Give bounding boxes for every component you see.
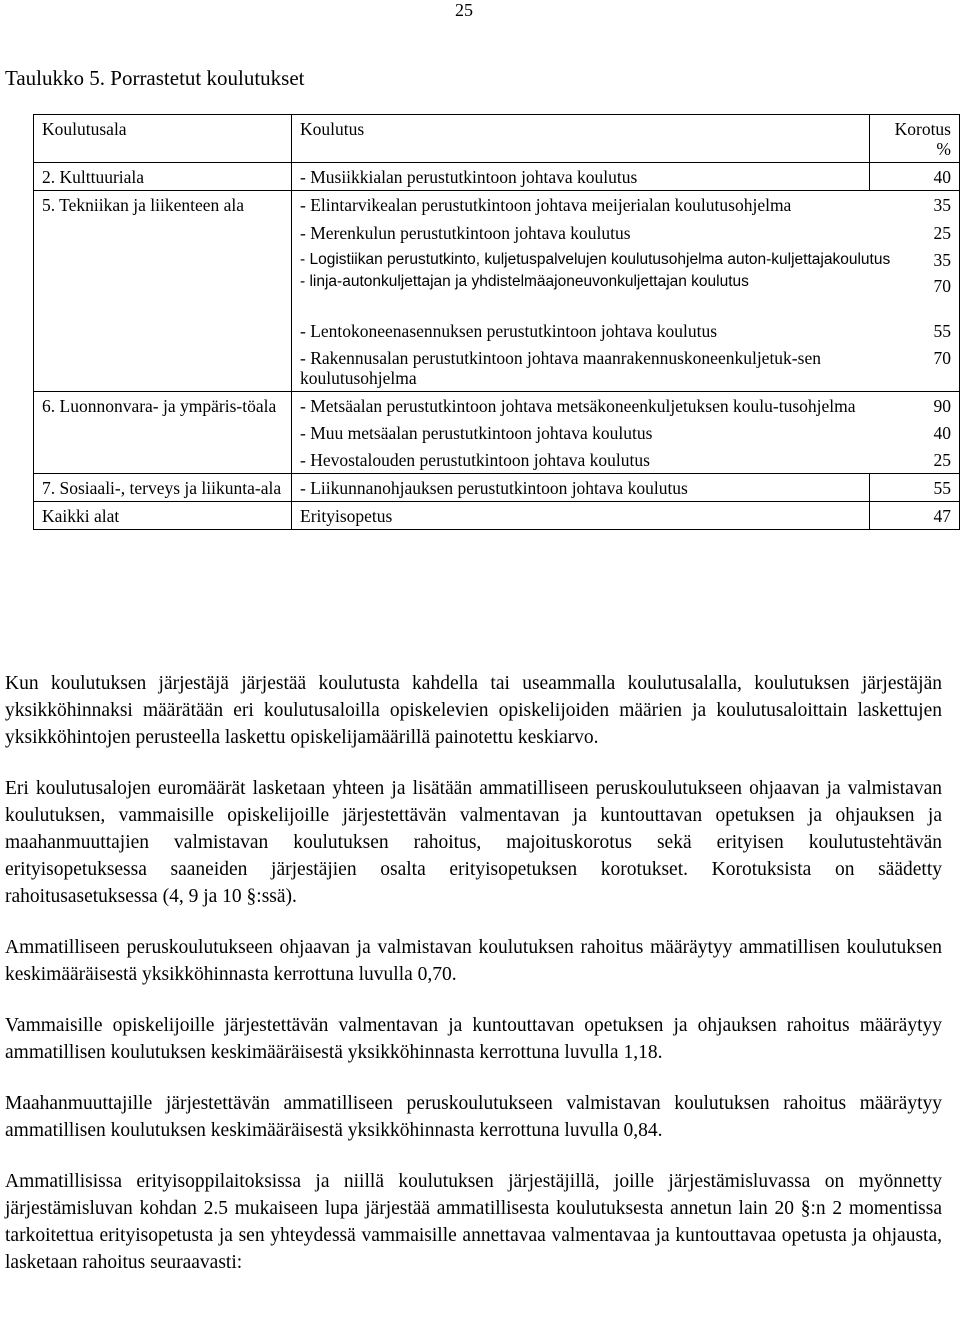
increase-cell: 55 <box>870 474 960 502</box>
paragraph: Ammatilliseen peruskoulutukseen ohjaavan ja valmistavan koulutuksen rahoitus määräytyy ammatillisen koulutuksen keskimääräisestä yksikköhinnasta kerrottuna luvulla 0,70. <box>5 937 942 985</box>
field-cell: Kaikki alat <box>34 502 292 530</box>
table-header-row <box>34 115 960 163</box>
increase-cell: 47 <box>870 502 960 530</box>
education-list-cell <box>292 392 960 474</box>
list-item: - Metsäalan perustutkintoon johtava metsäkoneenkuljetuksen koulu-tusohjelma 90 <box>300 396 951 416</box>
list-item: - Logistiikan perustutkinto, kuljetuspalvelujen koulutusohjelma auton-kuljettajakoulutus 35 <box>300 250 951 270</box>
field-cell: 7. Sosiaali-, terveys ja liikunta-ala <box>34 474 292 502</box>
education-cell: - Musiikkialan perustutkintoon johtava koulutus <box>292 163 870 191</box>
table-row <box>34 502 960 530</box>
field-cell: 5. Tekniikan ja liikenteen ala <box>34 191 292 392</box>
education-cell: Erityisopetus <box>292 502 870 530</box>
paragraph: Ammatillisissa erityisoppilaitoksissa ja niillä koulutuksen järjestäjillä, joille järjestämisluvassa on myönnetty järjestämisluvan kohdan 2.5 mukaiseen lupa järjestää ammatillisesta koulutuksesta annetun lain 20 §:n 2 momentissa tarkoitettua erityisopetusta ja sen yhteydessä vammaisille annettavaa valmentavaa ja kuntouttavaa opetusta ja ohjausta, lasketaan rahoitus seuraavasti: <box>5 1171 942 1273</box>
paragraph: Eri koulutusalojen euromäärät lasketaan yhteen ja lisätään ammatilliseen peruskoulutukseen ohjaavan ja valmistavan koulutuksen, vammaisille opiskelijoille järjestettävän valmentavan ja kuntouttavan opetuksen ja ohjauksen ja maahanmuuttajien valmistavan koulutuksen rahoitus, majoituskorotus sekä erityisen koulutustehtävän erityisopetuksessa saaneiden järjestäjien osalta erityisopetuksen korotukset. Korotuksista on säädetty rahoitusasetuksessa (4, 9 ja 10 §:ssä). <box>5 778 942 907</box>
list-item: - Lentokoneenasennuksen perustutkintoon johtava koulutus 55 <box>300 321 951 341</box>
table-row <box>34 474 960 502</box>
table-row <box>34 191 960 392</box>
education-cell: - Liikunnanohjauksen perustutkintoon johtava koulutus <box>292 474 870 502</box>
field-cell: 6. Luonnonvara- ja ympäris-töala <box>34 392 292 474</box>
list-item: - Elintarvikealan perustutkintoon johtava meijerialan koulutusohjelma 35 <box>300 195 951 215</box>
field-cell: 2. Kulttuuriala <box>34 163 292 191</box>
table-row <box>34 163 960 191</box>
education-list-cell <box>292 191 960 392</box>
table-row <box>34 392 960 474</box>
list-item: - Hevostalouden perustutkintoon johtava koulutus 25 <box>300 450 951 470</box>
list-item: - Rakennusalan perustutkintoon johtava maanrakennuskoneenkuljetuk-sen koulutusohjelma 70 <box>300 348 951 388</box>
page-number: 25 <box>455 0 473 20</box>
header-field: Koulutusala <box>34 115 292 163</box>
paragraph: Vammaisille opiskelijoille järjestettävän valmentavan ja kuntouttavan opetuksen ja ohjauksen rahoitus määräytyy ammatillisen koulutuksen keskimääräisestä yksikköhinnasta kerrottuna luvulla 1,18. <box>5 1015 942 1063</box>
header-education: Koulutus <box>292 115 870 163</box>
education-table <box>33 114 960 530</box>
paragraph: Kun koulutuksen järjestäjä järjestää koulutusta kahdella tai useammalla koulutusalalla, koulutuksen järjestäjän yksikköhinnaksi määrätään eri koulutusaloilla opiskelevien opiskelijoiden määrien ja koulutusaloittain laskettujen yksikköhintojen perusteella laskettu opiskelijamäärillä painotettu keskiarvo. <box>5 673 942 748</box>
increase-cell: 40 <box>870 163 960 191</box>
paragraph: Maahanmuuttajille järjestettävän ammatilliseen peruskoulutukseen valmistavan koulutuksen rahoitus määräytyy ammatillisen koulutuksen keskimääräisestä yksikköhinnasta kerrottuna luvulla 0,84. <box>5 1093 942 1141</box>
body-text <box>5 670 942 1300</box>
list-item: - Muu metsäalan perustutkintoon johtava koulutus 40 <box>300 423 951 443</box>
list-item: - Merenkulun perustutkintoon johtava koulutus 25 <box>300 223 951 243</box>
header-increase: Korotus % <box>870 115 960 163</box>
table-title: Taulukko 5. Porrastetut koulutukset <box>5 66 305 90</box>
list-item: - linja-autonkuljettajan ja yhdistelmäajoneuvonkuljettajan koulutus 70 <box>300 273 951 296</box>
